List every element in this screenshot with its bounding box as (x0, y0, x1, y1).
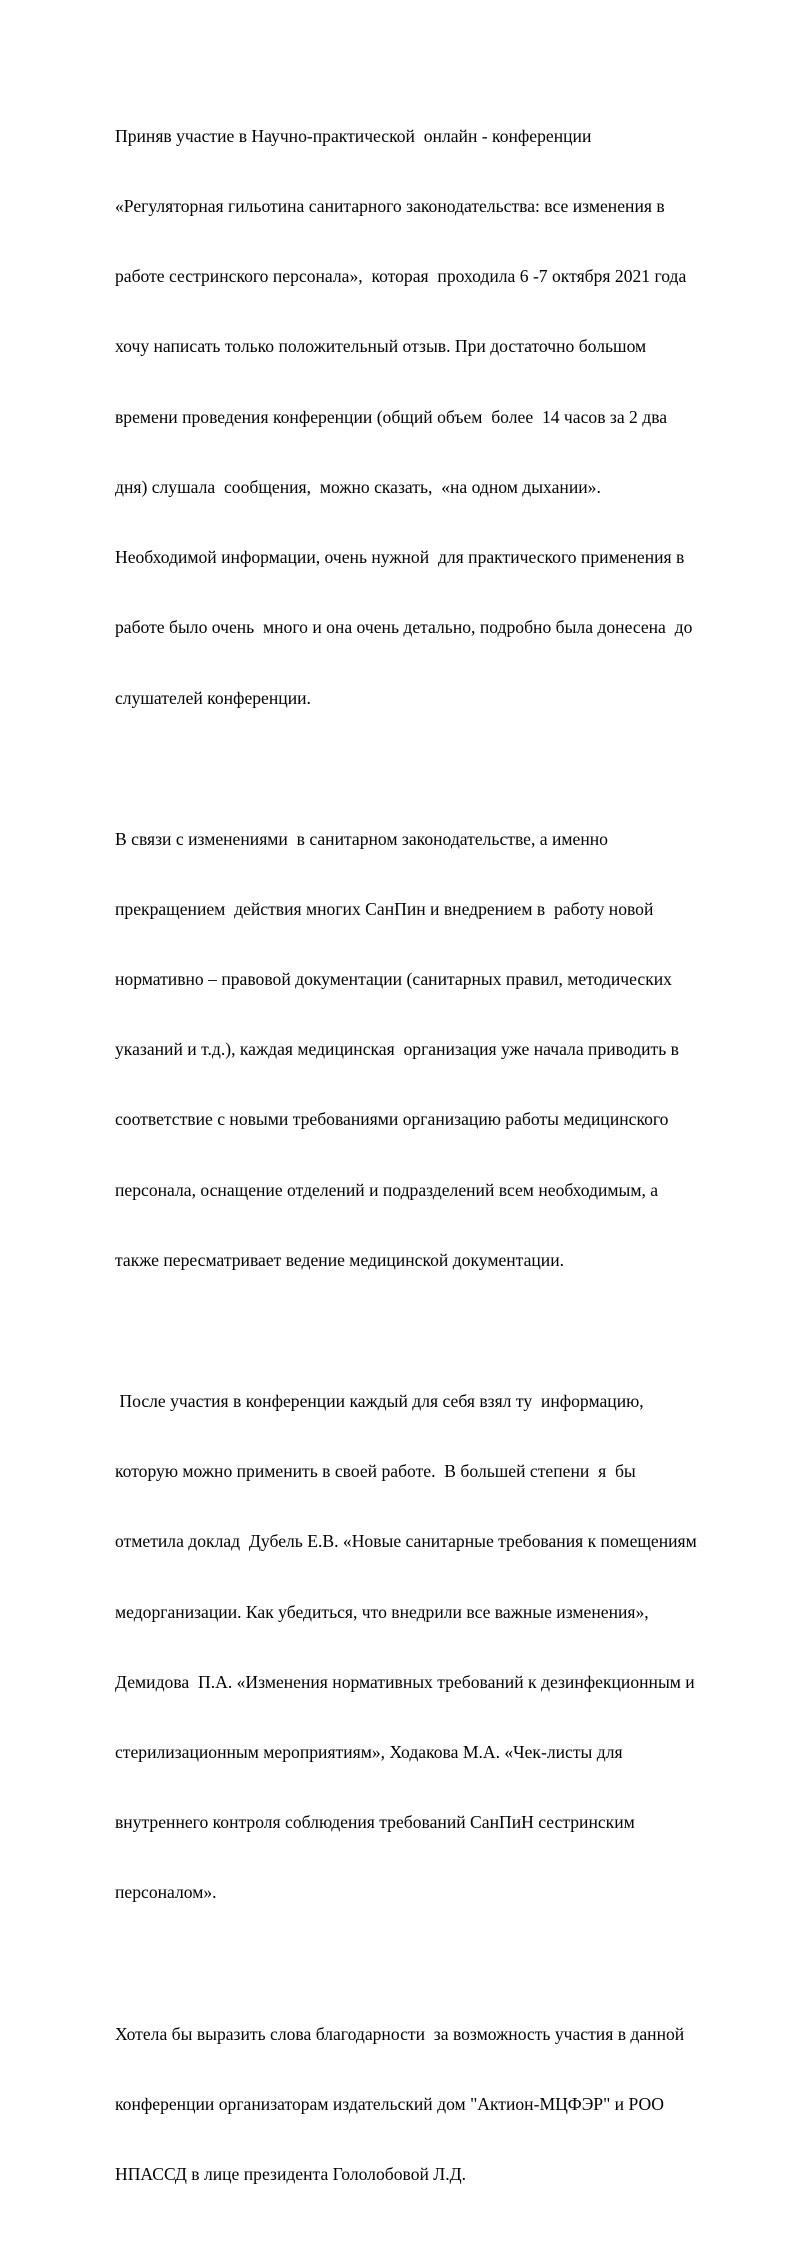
text-line: нормативно – правовой документации (санитарных правил, методических (115, 969, 672, 990)
text-line: В связи с изменениями в санитарном законодательстве, а именно (115, 828, 608, 849)
text-line: персонала, оснащение отделений и подразделений всем необходимым, а (115, 1179, 659, 1200)
text-line: НПАССД в лице президента Гололобовой Л.Д. (115, 2163, 467, 2184)
paragraph-reports (115, 1343, 755, 1952)
text-line: После участия в конференции каждый для себя взял ту информацию, (115, 1390, 644, 1411)
text-line: медорганизации. Как убедиться, что внедрили все важные изменения», (115, 1601, 649, 1622)
paragraph-conference-review (115, 78, 755, 757)
text-line: слушателей конференции. (115, 687, 311, 708)
text-line: хочу написать только положительный отзыв. При достаточно большом (115, 336, 647, 357)
text-line: работе было очень много и она очень детально, подробно была донесена до (115, 617, 693, 638)
text-line: работе сестринского персонала», которая проходила 6 -7 октября 2021 года (115, 266, 687, 287)
text-line: Приняв участие в Научно-практической онлайн - конференции (115, 125, 592, 146)
text-line: соответствие с новыми требованиями организацию работы медицинского (115, 1109, 669, 1130)
text-line: стерилизационным мероприятиям», Ходакова М.А. «Чек-листы для (115, 1742, 623, 1763)
text-line: Хотела бы выразить слова благодарности за возможность участия в данной (115, 2023, 685, 2044)
text-line: времени проведения конференции (общий объем более 14 часов за 2 два (115, 406, 668, 427)
text-line: внутреннего контроля соблюдения требований СанПиН сестринским (115, 1812, 635, 1833)
text-line: «Регуляторная гильотина санитарного законодательства: все изменения в (115, 196, 665, 217)
text-line: указаний и т.д.), каждая медицинская организация уже начала приводить в (115, 1039, 679, 1060)
text-line: Необходимой информации, очень нужной для практического применения в (115, 547, 685, 568)
text-line: которую можно применить в своей работе. В большей степени я бы (115, 1461, 636, 1482)
text-line: дня) слушала сообщения, можно сказать, «на одном дыхании». (115, 476, 601, 497)
text-line: Демидова П.А. «Изменения нормативных требований к дезинфекционным и (115, 1671, 695, 1692)
text-line: отметила доклад Дубель Е.В. «Новые санитарные требования к помещениям (115, 1531, 697, 1552)
text-line: также пересматривает ведение медицинской документации. (115, 1249, 565, 1270)
text-line: персоналом». (115, 1882, 217, 1903)
document-body (115, 78, 755, 2246)
text-line: прекращением действия многих СанПин и внедрением в работу новой (115, 898, 654, 919)
paragraph-legislation-changes (115, 781, 755, 1319)
paragraph-gratitude (115, 1976, 755, 2233)
text-line: конференции организаторам издательский дом "Актион-МЦФЭР" и РОО (115, 2093, 664, 2114)
